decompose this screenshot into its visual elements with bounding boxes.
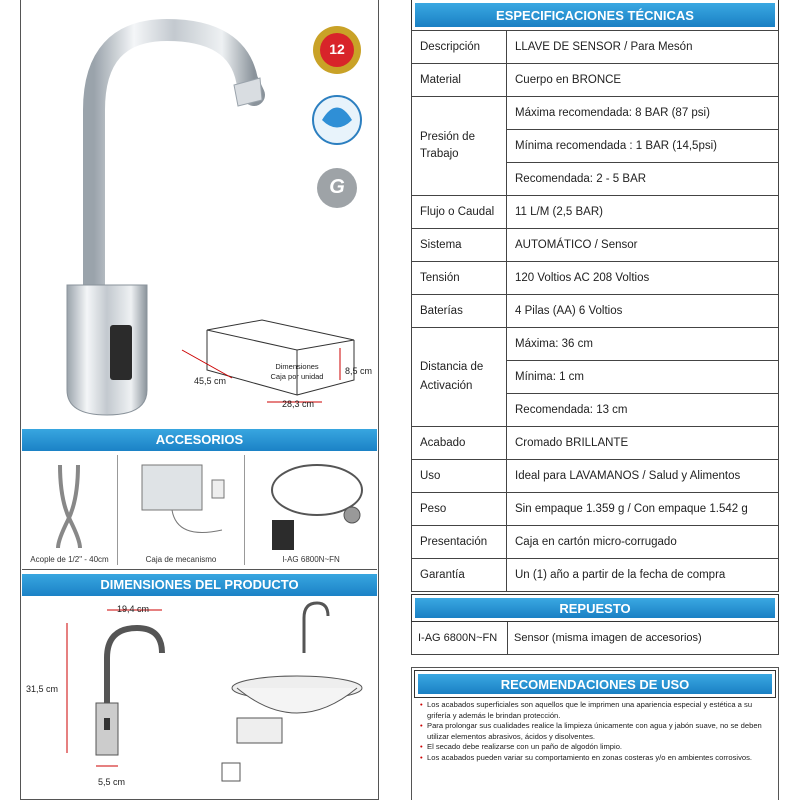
accesorio-caption-box: Caja de mecanismo	[145, 555, 217, 564]
repuesto-row	[411, 622, 779, 655]
dimensions-diagram	[22, 598, 377, 798]
mechanism-box-image	[132, 460, 237, 550]
specs-table	[411, 30, 779, 592]
table-row: Recomendada: 2 - 5 BAR	[412, 163, 779, 196]
table-row: Sistema AUTOMÁTICO / Sensor	[412, 229, 779, 262]
sensor-cable-image	[262, 460, 372, 555]
accesorios-row	[22, 455, 377, 570]
dim-base: 5,5 cm	[98, 777, 126, 787]
box-width: 28,3 cm	[282, 399, 315, 409]
dimensiones-header: DIMENSIONES DEL PRODUCTO	[22, 574, 377, 596]
specs-header: ESPECIFICACIONES TÉCNICAS	[411, 0, 779, 31]
table-row: Tensión 120 Voltios AC 208 Voltios	[412, 262, 779, 295]
table-row: Acabado Cromado BRILLANTE	[412, 427, 779, 460]
g-badge-letter: G	[329, 176, 345, 198]
table-row: Uso Ideal para LAVAMANOS / Salud y Alimentos	[412, 460, 779, 493]
dim-reach: 19,4 cm	[117, 604, 150, 614]
table-row: Mínima recomendada : 1 BAR (14,5psi)	[412, 130, 779, 163]
repuesto-code: I-AG 6800N~FN	[418, 632, 498, 644]
box-depth: 45,5 cm	[194, 376, 227, 386]
dim-height: 31,5 cm	[26, 684, 59, 694]
recomendaciones-list	[420, 700, 775, 764]
table-row: Baterías 4 Pilas (AA) 6 Voltios	[412, 295, 779, 328]
box-diagram	[182, 320, 354, 402]
faucet-body	[67, 285, 147, 415]
repuesto-desc: Sensor (misma imagen de accesorios)	[514, 632, 702, 644]
table-row: Material Cuerpo en BRONCE	[412, 64, 779, 97]
list-item: • El secado debe realizarse con un paño de algodón limpio.	[420, 742, 775, 753]
recomendaciones-header: RECOMENDACIONES DE USO	[414, 670, 776, 698]
table-row: Presión de Trabajo Máxima recomendada: 8 BAR (87 psi)	[412, 97, 779, 130]
table-row: Distancia de Activación Máxima: 36 cm	[412, 328, 779, 361]
table-row: Flujo o Caudal 11 L/M (2,5 BAR)	[412, 196, 779, 229]
list-item: • Los acabados superficiales son aquellos que le imprimen una apariencia especial y estética a su grifería y además le brindan protección.	[420, 700, 775, 721]
table-row: Peso Sin empaque 1.359 g / Con empaque 1.542 g	[412, 493, 779, 526]
table-row: Garantía Un (1) año a partir de la fecha de compra	[412, 559, 779, 592]
list-item: • Para prolongar sus cualidades realice la limpieza únicamente con agua y jabón suave, no se deben utilizar elementos abrasivos, ácidos y disolventes.	[420, 721, 775, 742]
list-item: • Los acabados pueden variar su comportamiento en zonas costeras y/o en ambientes corrosivos.	[420, 753, 775, 764]
flex-hose-image	[50, 460, 90, 550]
box-dimensions-label: Dimensiones Caja por unidad	[270, 362, 324, 381]
accesorio-caption-sensor: I-AG 6800N~FN	[282, 555, 340, 564]
warranty-number: 12	[329, 41, 345, 57]
table-row: Descripción LLAVE DE SENSOR / Para Mesón	[412, 31, 779, 64]
sensor-window	[110, 325, 132, 380]
repuesto-header: REPUESTO	[411, 594, 779, 622]
table-row: Mínima: 1 cm	[412, 361, 779, 394]
table-row: Presentación Caja en cartón micro-corrugado	[412, 526, 779, 559]
accesorios-header: ACCESORIOS	[22, 429, 377, 451]
table-row: Recomendada: 13 cm	[412, 394, 779, 427]
accesorio-caption-hose: Acople de 1/2" - 40cm	[30, 555, 109, 564]
faucet-spout	[94, 30, 254, 290]
box-height: 8,5 cm	[345, 366, 373, 376]
